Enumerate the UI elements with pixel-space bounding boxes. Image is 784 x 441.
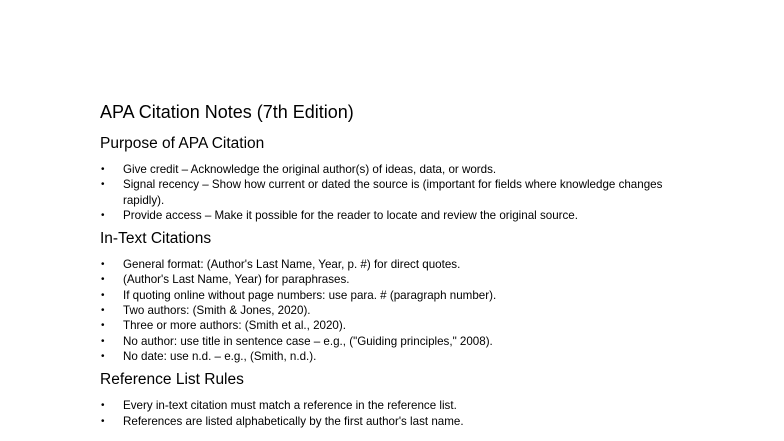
- bullet-icon: •: [101, 350, 105, 362]
- section-heading-in-text: In-Text Citations: [100, 230, 212, 248]
- list-item: • No date: use n.d. – e.g., (Smith, n.d.).: [101, 349, 317, 363]
- list-item: • Two authors: (Smith & Jones, 2020).: [101, 304, 311, 318]
- bullet-icon: •: [101, 259, 105, 271]
- bullet-icon: •: [101, 209, 105, 221]
- list-item: • Signal recency – Show how current or dated the source is (important for fields where knowledge changes rapidly).: [101, 178, 663, 207]
- bullet-icon: •: [101, 274, 105, 286]
- list-item: • Provide access – Make it possible for the reader to locate and review the original source.: [101, 208, 578, 222]
- list-item: • Three or more authors: (Smith et al., 2020).: [101, 319, 346, 333]
- in-text-list: [100, 257, 700, 364]
- list-item: • (Author's Last Name, Year) for paraphrases.: [101, 273, 350, 287]
- bullet-icon: •: [101, 289, 105, 301]
- list-item: • No author: use title in sentence case – e.g., ("Guiding principles," 2008).: [101, 334, 493, 348]
- reference-rules-list: [100, 398, 700, 429]
- list-item: • Give credit – Acknowledge the original author(s) of ideas, data, or words.: [101, 163, 497, 176]
- bullet-icon: •: [101, 179, 105, 191]
- list-item: • References are listed alphabetically by the first author's last name.: [101, 414, 464, 428]
- list-item: • If quoting online without page numbers: use para. # (paragraph number).: [101, 288, 497, 302]
- purpose-list: [100, 162, 700, 223]
- bullet-icon: •: [101, 415, 105, 427]
- list-item: • General format: (Author's Last Name, Year, p. #) for direct quotes.: [101, 258, 461, 272]
- section-heading-purpose: Purpose of APA Citation: [100, 135, 265, 152]
- bullet-icon: •: [101, 164, 105, 175]
- bullet-icon: •: [101, 320, 105, 332]
- bullet-icon: •: [101, 400, 105, 412]
- list-item: • Every in-text citation must match a reference in the reference list.: [101, 399, 457, 413]
- document-content: [100, 100, 700, 435]
- section-heading-reference-list: Reference List Rules: [100, 371, 244, 389]
- document-title: APA Citation Notes (7th Edition): [100, 102, 354, 122]
- bullet-icon: •: [101, 335, 105, 347]
- bullet-icon: •: [101, 305, 105, 317]
